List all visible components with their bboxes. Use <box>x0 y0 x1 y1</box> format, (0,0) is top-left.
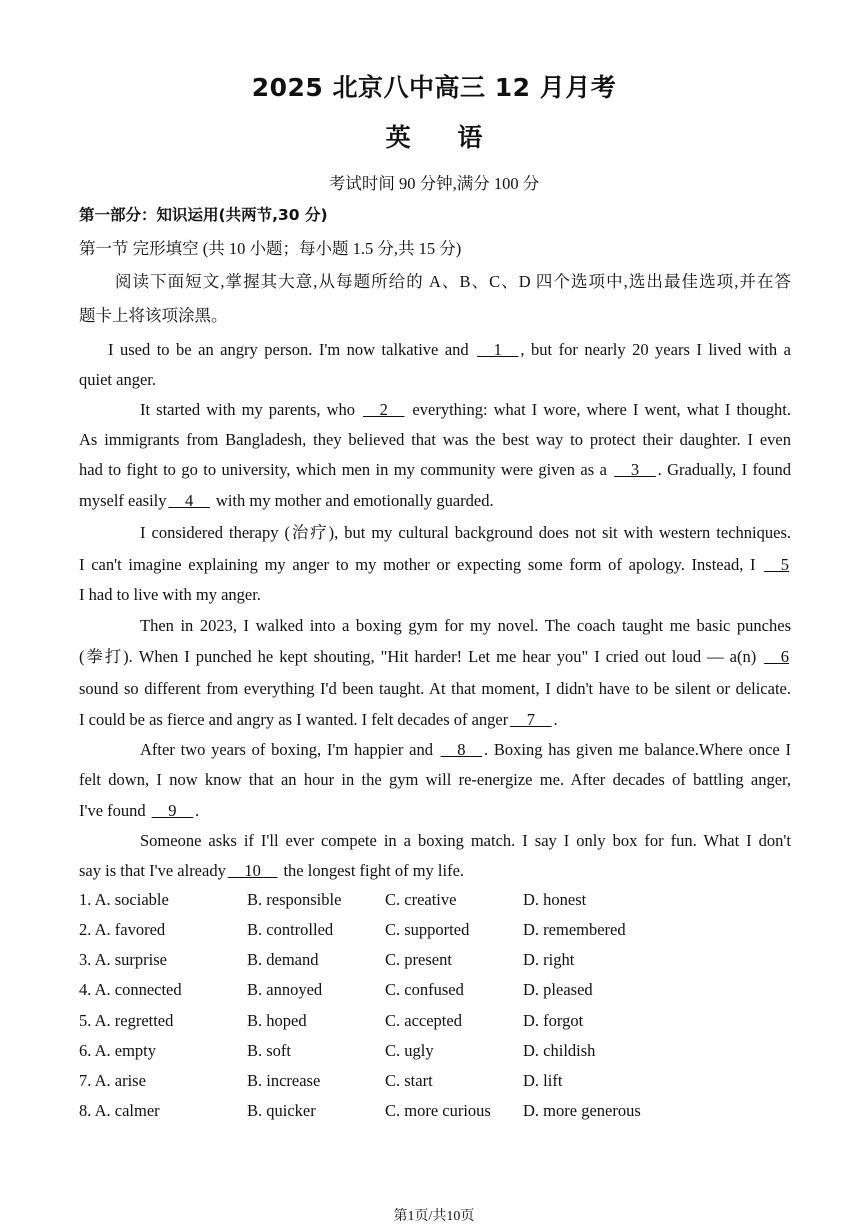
option-a: 5. A. regretted <box>79 1011 174 1030</box>
blank-8: __8__ <box>440 740 483 759</box>
passage-line: I can't imagine explaining my anger to my mother or expecting some form of apology. Instead, I __5 <box>79 555 789 574</box>
subsection-title: 第一节 完形填空 (共 10 小题；每小题 1.5 分,共 15 分) <box>79 239 462 258</box>
option-b: B. annoyed <box>247 980 323 999</box>
option-b: B. hoped <box>247 1011 307 1030</box>
option-a: 6. A. empty <box>79 1041 156 1060</box>
blank-6: __6 <box>764 647 789 666</box>
option-c: C. ugly <box>385 1041 434 1060</box>
passage-line: had to fight to go to university, which men in my community were given as a __3__ . Gradually, I found <box>79 460 791 479</box>
passage-line: As immigrants from Bangladesh, they believed that was the best way to protect their daughter. I even <box>79 430 791 449</box>
blank-5: __5 <box>764 555 789 574</box>
passage-line: sound so different from everything I'd been taught. At that moment, I didn't have to be silent or delicate. <box>79 679 791 698</box>
option-d: D. right <box>523 950 575 969</box>
option-d: D. forgot <box>523 1011 584 1030</box>
option-a: 1. A. sociable <box>79 890 169 909</box>
option-b: B. responsible <box>247 890 342 909</box>
blank-2: __2__ <box>363 400 405 419</box>
passage-line: After two years of boxing, I'm happier and __8__ . Boxing has given me balance.Where once I <box>140 740 791 759</box>
passage-line: quiet anger. <box>79 370 156 389</box>
exam-info: 考试时间 90 分钟,满分 100 分 <box>328 174 540 193</box>
option-b: B. soft <box>247 1041 292 1060</box>
passage-line: I could be as fierce and angry as I wanted. I felt decades of anger __7__ . <box>79 710 558 729</box>
page-title: 2025 北京八中高三 12 月月考 <box>251 73 617 102</box>
option-d: D. honest <box>523 890 587 909</box>
option-a: 3. A. surprise <box>79 950 167 969</box>
option-d: D. pleased <box>523 980 593 999</box>
option-a: 4. A. connected <box>79 980 182 999</box>
option-c: C. accepted <box>385 1011 462 1030</box>
blank-10: __10__ <box>227 861 278 880</box>
option-c: C. more curious <box>385 1101 491 1120</box>
option-c: C. present <box>385 950 452 969</box>
passage-line: Someone asks if I'll ever compete in a boxing match. I say I only box for fun. What I don't <box>140 831 791 850</box>
option-d: D. lift <box>523 1071 563 1090</box>
option-d: D. remembered <box>523 920 626 939</box>
passage-line: Then in 2023, I walked into a boxing gym for my novel. The coach taught me basic punches <box>140 616 791 635</box>
passage-line: I had to live with my anger. <box>79 585 261 604</box>
passage-line: say is that I've already __10__ the longest fight of my life. <box>79 861 465 880</box>
option-a: 8. A. calmer <box>79 1101 160 1120</box>
passage-line: myself easily __4__ with my mother and emotionally guarded. <box>79 491 494 510</box>
option-b: B. quicker <box>247 1101 316 1120</box>
passage-line: felt down, I now know that an hour in the gym will re-energize me. After decades of battling anger, <box>79 770 791 789</box>
passage-line: I considered therapy (治疗), but my cultural background does not sit with western techniques. <box>140 523 791 542</box>
blank-3: __3__ <box>614 460 656 479</box>
blank-4: __4__ <box>168 491 210 510</box>
passage-line: It started with my parents, who __2__ everything: what I wore, where I went, what I thought. <box>140 400 792 419</box>
passage-line: I've found __9__ . <box>79 801 200 820</box>
subject-title: 英 语 <box>385 123 483 152</box>
instruction-line-2: 题卡上将该项涂黑。 <box>79 306 228 325</box>
passage-line: I used to be an angry person. I'm now talkative and __1__ , but for nearly 20 years I lived with a <box>108 340 791 359</box>
passage-line: (拳打). When I punched he kept shouting, "Hit harder! Let me hear you" I cried out loud — a(n) __6 <box>79 647 789 666</box>
option-b: B. increase <box>247 1071 321 1090</box>
page-number: 第1页/共10页 <box>393 1209 475 1224</box>
option-b: B. controlled <box>247 920 334 939</box>
option-b: B. demand <box>247 950 319 969</box>
part-title: 第一部分：知识运用(共两节,30 分) <box>79 206 328 224</box>
instruction-line-1: 阅读下面短文,掌握其大意,从每题所给的 A、B、C、D 四个选项中,选出最佳选项,并在答 <box>115 272 791 291</box>
blank-7: __7__ <box>510 710 552 729</box>
option-d: D. childish <box>523 1041 596 1060</box>
option-c: C. start <box>385 1071 433 1090</box>
option-c: C. supported <box>385 920 470 939</box>
option-d: D. more generous <box>523 1101 641 1120</box>
option-a: 7. A. arise <box>79 1071 146 1090</box>
option-c: C. confused <box>385 980 464 999</box>
option-c: C. creative <box>385 890 457 909</box>
blank-1: __1__ <box>477 340 519 359</box>
blank-9: __9__ <box>151 801 194 820</box>
option-a: 2. A. favored <box>79 920 166 939</box>
